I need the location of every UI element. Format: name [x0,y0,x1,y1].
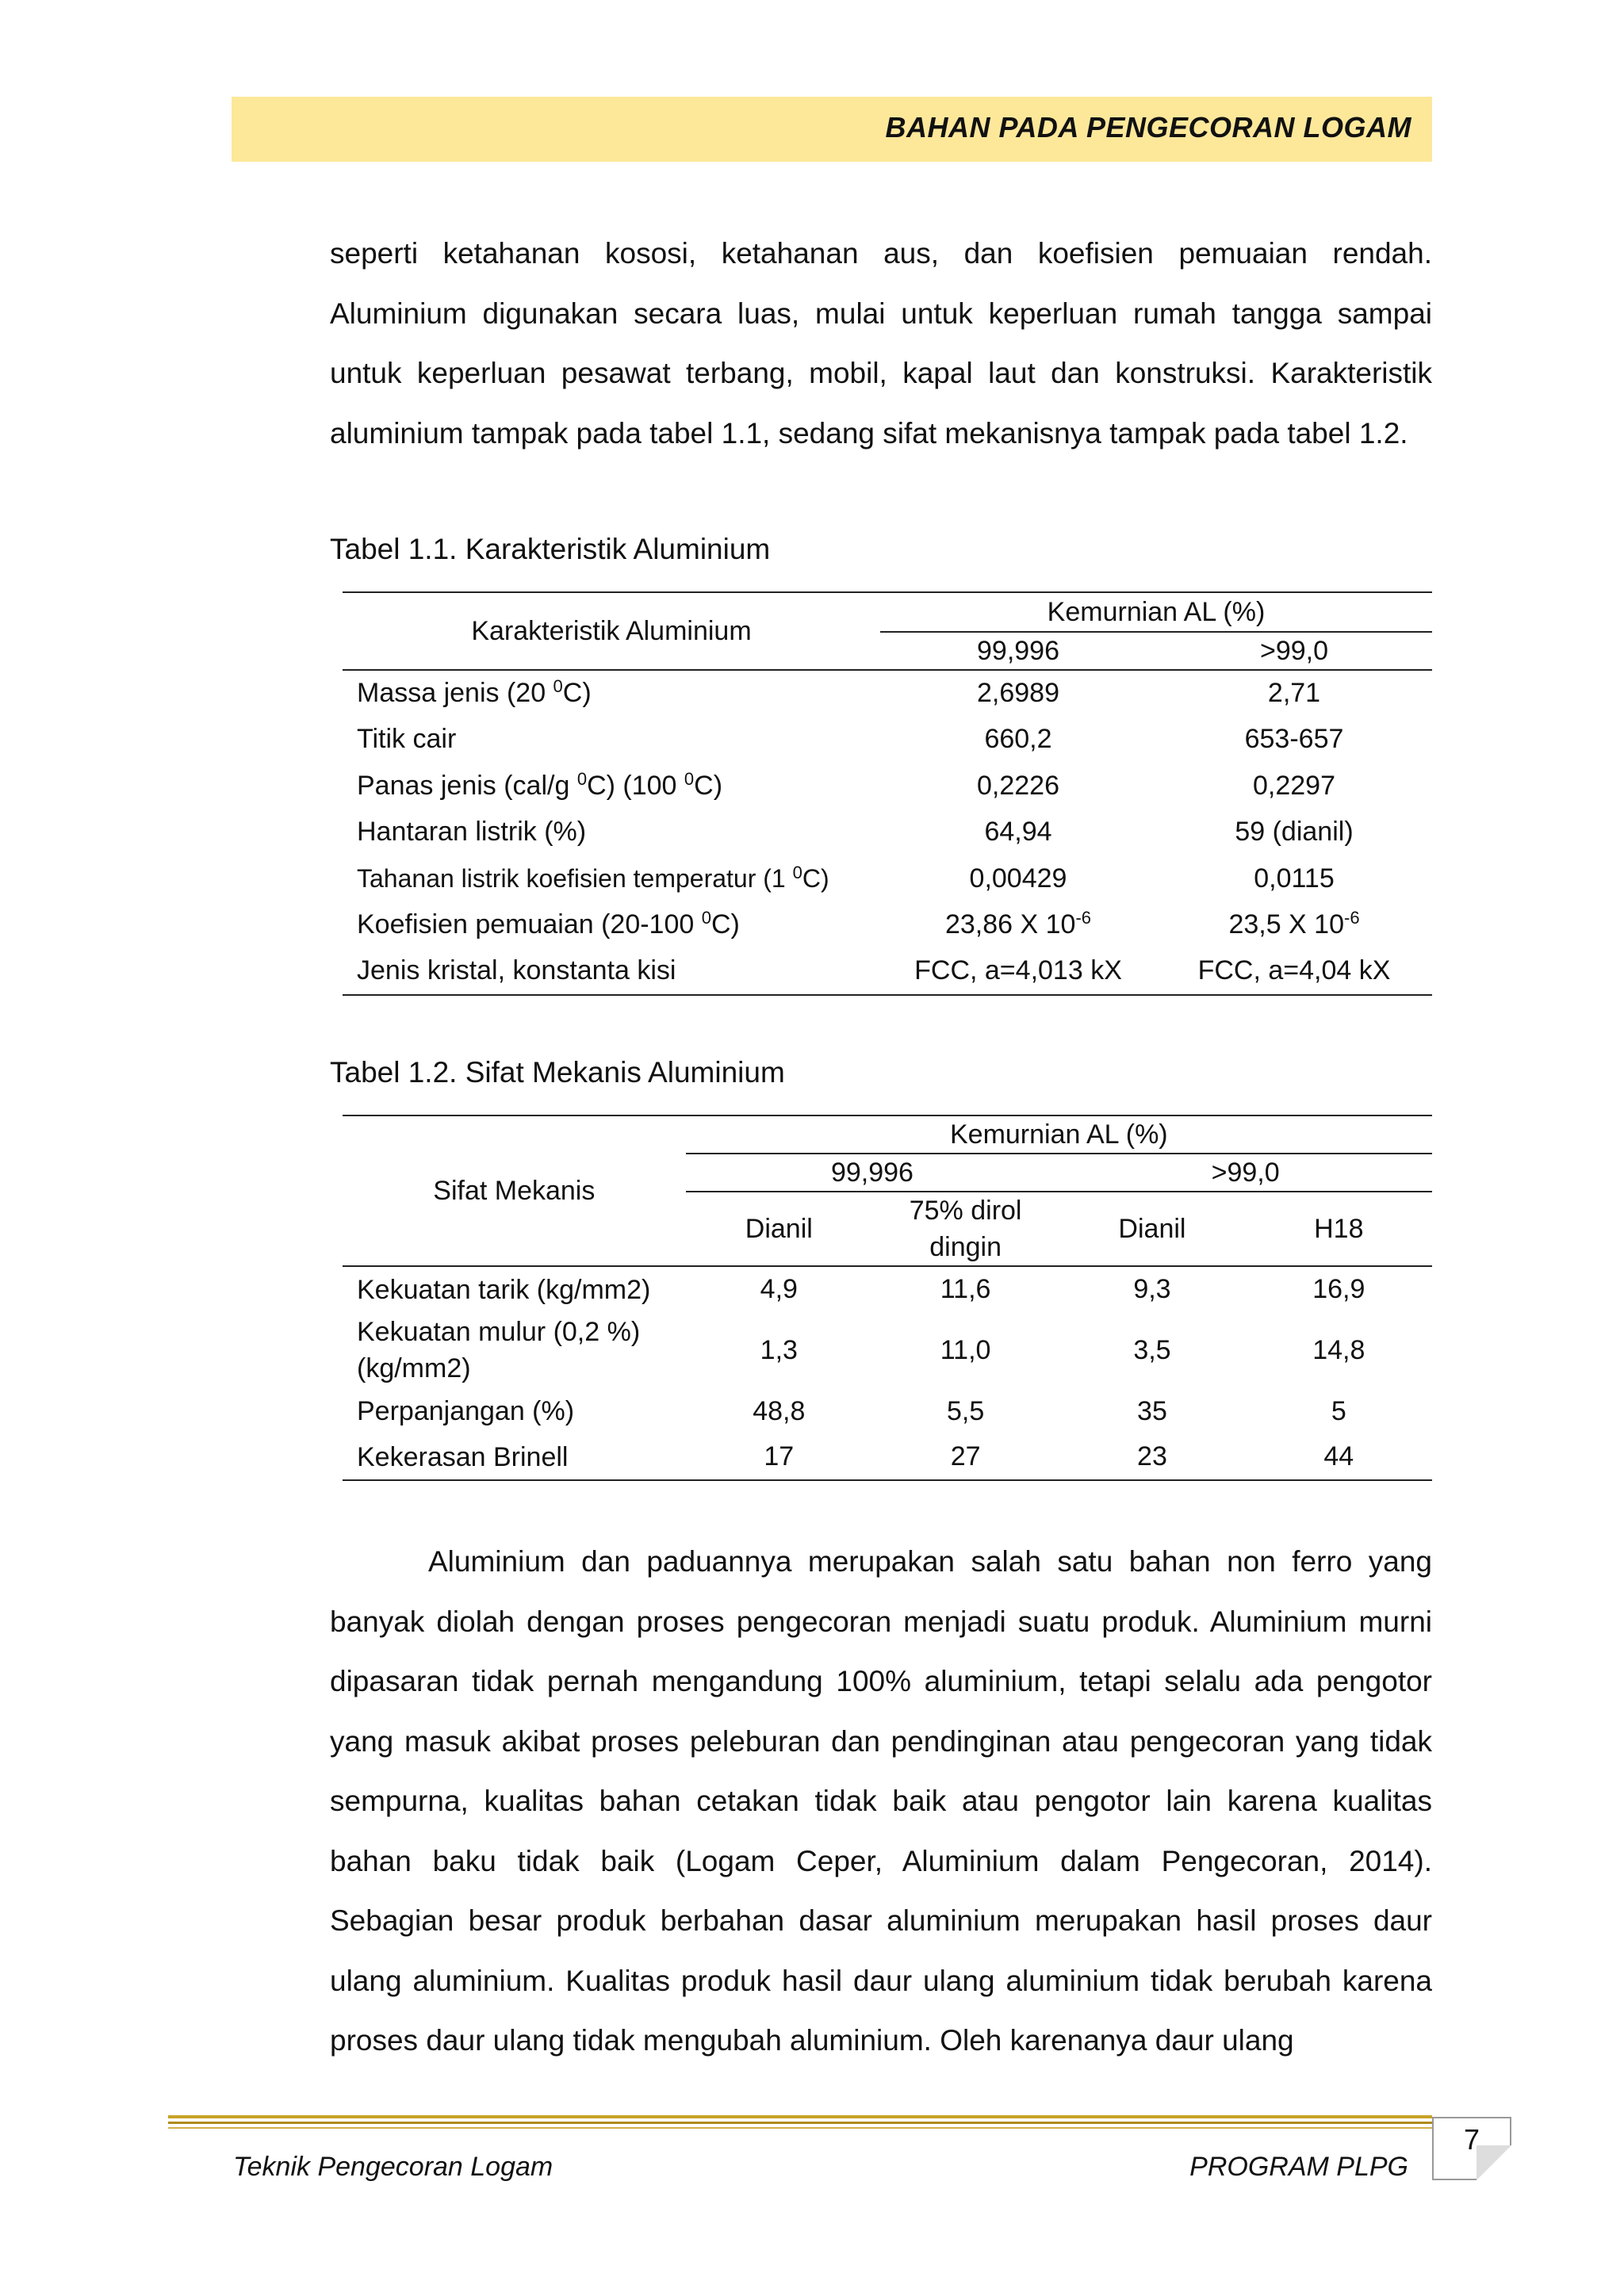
cell-value: 2,6989 [977,678,1059,709]
footer-left: Teknik Pengecoran Logam [233,2152,553,2182]
paragraph-1: seperti ketahanan kososi, ketahanan aus, dan koefisien pemuaian rendah. Aluminium digunakan secara luas, mulai untuk keperluan rumah tangga sampai untuk keperluan pesawat terbang, mobil, kapal laut dan konstruksi. Karakteristik aluminium tampak pada tabel 1.1, sedang sifat mekanisnya tampak pada tabel 1.2. [330,237,1432,450]
footer-rules [168,2115,1432,2129]
cell-value: 0,0115 [1254,863,1335,894]
cell-value: 653-657 [1244,724,1344,755]
table-row [343,1434,1432,1480]
table2-col-header: Dianil [1059,1192,1245,1266]
table2-col-header: H18 [1246,1192,1432,1266]
table2-sub2-header: >99,0 [1059,1154,1432,1192]
cell-value: 2,71 [1267,678,1321,709]
cell-value: 11,6 [940,1274,991,1304]
cell-value: 35 [1137,1395,1167,1426]
row-label: Kekuatan tarik (kg/mm2) [357,1274,651,1305]
table2-caption: Tabel 1.2. Sifat Mekanis Aluminium [330,1056,785,1089]
cell-value: 44 [1246,1434,1432,1480]
cell-value: 4,9 [760,1274,798,1304]
cell-value: 5 [1331,1395,1346,1426]
row-label: Koefisien pemuaian (20-100 $^0$C) [357,908,740,940]
row-label: Kekerasan Brinell [343,1434,686,1480]
table2-col-header: 75% dirol dingin [872,1192,1059,1266]
cell-value: 64,94 [984,817,1052,848]
table2-sub1-header: 99,996 [686,1154,1059,1192]
cell-value: 0,2226 [977,770,1059,801]
table-row [343,855,1432,902]
table2-group-header: Kemurnian AL (%) [686,1115,1432,1154]
page-number-box [1432,2117,1511,2180]
table-row [343,1312,1432,1388]
table-row [343,948,1432,995]
row-label: Hantaran listrik (%) [357,817,587,848]
footer-right: PROGRAM PLPG [1189,2152,1408,2182]
table2-row-header: Sifat Mekanis [343,1115,686,1266]
table1-caption: Tabel 1.1. Karakteristik Aluminium [330,533,771,565]
header-band [232,97,1432,162]
header-title: BAHAN PADA PENGECORAN LOGAM [885,111,1411,144]
table1-group-header: Kemurnian AL (%) [880,592,1432,632]
table-row [343,1266,1432,1312]
table1-col2-header: >99,0 [1156,632,1432,670]
cell-value: 48,8 [753,1395,806,1426]
row-label: Perpanjangan (%) [357,1396,575,1426]
cell-value: 5,5 [946,1395,985,1426]
cell-value: 23 [1059,1434,1245,1480]
row-label: Kekuatan mulur (0,2 %) (kg/mm2) [357,1317,641,1383]
table1-col1-header: 99,996 [880,632,1156,670]
table1-row-header: Karakteristik Aluminium [343,592,880,670]
cell-value: 660,2 [984,724,1052,755]
cell-value: 16,9 [1312,1274,1365,1304]
cell-value: 23,5 X $10^{-6}$ [1228,908,1360,940]
table-row [343,902,1432,949]
cell-value: 59 (dianil) [1235,817,1354,848]
page-number: 7 [1463,2123,1480,2156]
cell-value: 14,8 [1312,1334,1365,1365]
table-sifat-mekanis-aluminium [343,1115,1432,1481]
cell-value: 27 [872,1434,1059,1480]
cell-value: 0,00429 [969,863,1067,894]
cell-value: 0,2297 [1253,770,1335,801]
table-row [343,809,1432,856]
cell-value: 17 [686,1434,872,1480]
paragraph-2: Aluminium dan paduannya merupakan salah satu bahan non ferro yang banyak diolah dengan proses pengecoran menjadi suatu produk. Aluminium murni dipasaran tidak pernah mengandung 100% aluminium, tetapi selalu ada pengotor yang masuk akibat proses peleburan dan pendinginan atau pengecoran yang tidak sempurna, kualitas bahan cetakan tidak baik atau pengotor lain karena kualitas bahan baku tidak baik (Logam Ceper, Aluminium dalam Pengecoran, 2014). Sebagian besar produk berbahan dasar aluminium merupakan hasil proses daur ulang aluminium. Kualitas produk hasil daur ulang aluminium tidak berubah karena proses daur ulang tidak mengubah aluminium. Oleh karenanya daur ulang [330,1545,1432,2057]
cell-value: FCC, a=4,013 kX [880,948,1156,995]
cell-value: 1,3 [760,1334,798,1365]
table-row [343,763,1432,809]
row-label: Titik cair [357,724,457,755]
table-row [343,717,1432,763]
table2-col-header: Dianil [686,1192,872,1266]
page-curl-icon [1477,2145,1511,2180]
cell-value: FCC, a=4,04 kX [1156,948,1432,995]
cell-value: 3,5 [1133,1334,1171,1365]
cell-value: 23,86 X $10^{-6}$ [944,908,1092,940]
cell-value: 9,3 [1133,1274,1171,1304]
row-label: Tahanan listrik koefisien temperatur (1 $^0$C) [357,862,829,893]
row-label: Panas jenis (cal/g $^0$C) (100 $^0$C) [357,768,723,801]
row-label: Massa jenis (20 $^0$C) [357,676,592,709]
table1-body [343,670,1432,995]
cell-value: 11,0 [940,1334,991,1365]
table2-body [343,1266,1432,1480]
table-karakteristik-aluminium [343,591,1432,996]
table-row [343,670,1432,717]
table-row [343,1388,1432,1434]
row-label: Jenis kristal, konstanta kisi [343,948,880,995]
